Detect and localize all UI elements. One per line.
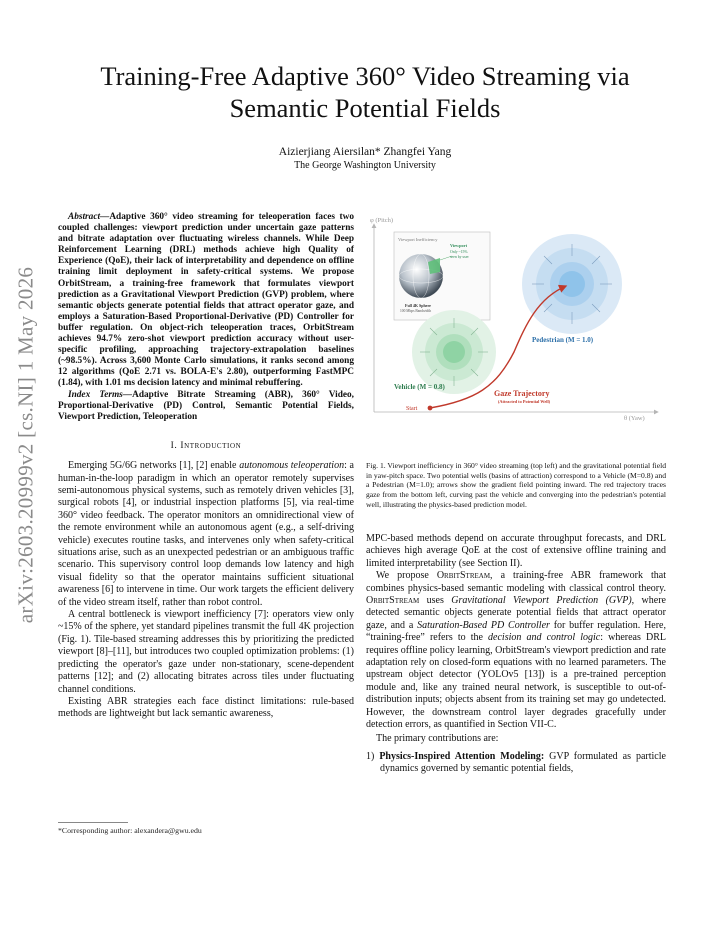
start-label: Start <box>406 406 418 412</box>
rp2-em1: Gravitational Viewport Prediction (GVP) <box>451 595 632 607</box>
title-line-1: Training-Free Adaptive 360° Video Streaming via <box>100 61 630 91</box>
intro-p1-b: : a human-in-the-loop paradigm in which an operator remotely supervises semi-autonomous physical systems, such as remotely driven vehicles [3], surgical robots [4], or industrial inspection platforms [5], via real-time 360° video feedback. The operator monitors an omnidirectional view of the remote environment while an autonomous agent (e.g., a self-driving vehicle) executes routine tasks, and intervenes only when safety-critical situations arise, such as an unexpected pedestrian or an ambiguous traffic scenario. This supervisory control loop demands low latency and high visual fidelity so that the operator maintains sufficient situational awareness [6] to intervene in time. Our work targets the efficient delivery of the video stream itself, rather than robot control. <box>58 460 354 608</box>
figure-1 <box>366 212 666 450</box>
authors: Aizierjiang Aiersilan* Zhangfei Yang <box>278 146 452 158</box>
abstract-text: Adaptive 360° video streaming for teleoperation faces two coupled challenges: viewport prediction under uncertain gaze patterns and bitrate adaptation over fluctuating wireless channels. While Deep Reinforcement Learning (DRL) methods achieve high Quality of Experience (QoE), their lack of interpretability and dependence on offline training limit deployment in safety-critical systems. We propose OrbitStream, a training-free framework that formulates viewport prediction as a Gravitational Viewport Prediction (GVP) problem, where semantic objects generate potential fields that attract operator gaze, and employs a Saturation-Based Proportional-Derivative (PD) Controller for buffer regulation. On object-rich teleoperation traces, OrbitStream achieves 94.7% zero-shot viewport prediction accuracy without user-specific profiling, approaching trajectory-extrapolation baselines (~98.5%). Across 3,600 Monte Carlo simulations, it ranks second among 12 algorithms (QoE 2.71 vs. BOLA-E's 2.80), outperforming FastMPC (1.84), with 1.01 ms decision latency and minimal rebuffering. <box>58 212 354 389</box>
viewport-sub2: seen by user <box>450 255 469 259</box>
trajectory-start-dot <box>428 406 433 411</box>
rp2-e: for buffer regulation. Here, “training-free” refers to the <box>366 619 666 644</box>
title-line-2: Semantic Potential Fields <box>229 93 501 123</box>
rp2-c: uses <box>419 595 452 607</box>
trajectory-label: Gaze Trajectory <box>494 389 550 398</box>
abstract-label: Abstract— <box>68 212 110 222</box>
right-paragraph-1: MPC-based methods depend on accurate throughput forecasts, and DRL achieves high average QoE at the cost of extensive offline training and limited interpretability (see Section II). <box>366 533 666 569</box>
arxiv-id-text: arXiv:2603.20999v2 [cs.NI] 1 May 2026 <box>13 266 38 624</box>
pedestrian-well <box>522 234 622 334</box>
contribution-1 <box>366 751 666 776</box>
right-column <box>366 533 666 776</box>
viewport-sub1: Only ~15% <box>450 250 468 254</box>
arxiv-watermark <box>14 210 38 680</box>
x-axis-label: θ (Yaw) <box>624 415 645 422</box>
intro-paragraph-1 <box>58 460 354 609</box>
rp2-b: , a training-free ABR framework that combines physics-based semantic modeling with classical control theory. <box>366 570 666 594</box>
right-paragraph-3: The primary contributions are: <box>376 732 499 744</box>
rp2-a: We propose <box>376 570 437 582</box>
rp2-d: , where detected semantic objects generate potential fields that attract operator gaze, and a <box>366 595 666 631</box>
paper-title <box>60 60 670 124</box>
rp2-name: OrbitStream <box>436 570 491 582</box>
intro-paragraph-3: Existing ABR strategies each face distinct limitations: rule-based methods are lightweight but lack semantic awareness, <box>58 695 354 720</box>
intro-paragraph-2: A central bottleneck is viewport inefficiency [7]: operators view only ~15% of the sphere, yet standard pipelines transmit the full 4K projection (Fig. 1). Tile-based streaming addresses this by prioritizing the predicted viewport [8]–[11], but introduces two coupled optimization problems: (1) predicting the operator's gaze under non-stationary, scene-dependent patterns [12]; and (2) allocating bitrates across tiles under fluctuating channel conditions. <box>58 609 354 695</box>
inset-title: Viewport Inefficiency <box>398 237 438 242</box>
left-column <box>58 212 354 721</box>
figure-1-svg <box>366 212 666 450</box>
trajectory-sub: (Attracted to Potential Well) <box>498 399 551 404</box>
footnote-rule <box>58 822 128 823</box>
c1-bold: Physics-Inspired Attention Modeling: <box>379 750 545 762</box>
rp2-em2: Saturation-Based PD Controller <box>417 619 550 631</box>
viewport-label: Viewport <box>450 243 468 248</box>
y-axis-label: φ (Pitch) <box>370 217 394 224</box>
footnote: *Corresponding author: alexandera@gwu.edu <box>58 826 202 835</box>
c1-text: GVP formulated as particle dynamics governed by semantic potential fields, <box>380 750 666 775</box>
rp2-em3: decision and control logic <box>488 632 601 644</box>
pedestrian-label: Pedestrian (M = 1.0) <box>532 336 594 344</box>
intro-p1-emphasis: autonomous teleoperation <box>239 460 345 472</box>
abstract <box>58 212 354 390</box>
figure-1-caption: Fig. 1. Viewport inefficiency in 360° video streaming (top left) and the gravitational potential field in yaw-pitch space. Two potential wells (basins of attraction) correspond to a Vehicle (M=0.8) and a Pedestrian (M=1.0); arrows show the gradient field pointing inward. The red trajectory traces gaze from the bottom left, curving past the vehicle and converging into the pedestrian's potential well, illustrating the physics-based prediction model. <box>366 461 666 509</box>
sphere-label: Full 4K Sphere <box>405 303 431 308</box>
index-terms-label: Index Terms— <box>68 389 133 400</box>
index-terms <box>58 390 354 423</box>
c1-num: 1) <box>366 750 380 762</box>
index-terms-text: Adaptive Bitrate Streaming (ABR), 360° Video, Proportional-Derivative (PD) Control, Semantic Potential Fields, Viewport Prediction, Teleoperation <box>58 389 354 422</box>
rp2-f: : whereas DRL requires offline policy learning, OrbitStream's viewport prediction and rate adaptation rely on closed-form equations with no learned parameters. The upstream object detector (YOLOv5 [13]) is a pre-trained perception module and, like any trained neural network, is susceptible to out-of-distribution inputs; objects absent from its training set may go undetected. However, the downstream control layer degrades gracefully under detection errors, as quantified in Section VII-C. <box>366 632 666 731</box>
right-paragraph-2 <box>366 570 666 731</box>
vehicle-label: Vehicle (M = 0.8) <box>394 383 445 391</box>
rp2-name2: OrbitStream <box>366 595 420 607</box>
section-heading-introduction: I. Introduction <box>170 440 242 451</box>
sphere-sub: 100 Mbps Bandwidth <box>400 309 432 313</box>
vehicle-well <box>412 310 496 394</box>
intro-p1-a: Emerging 5G/6G networks [1], [2] enable <box>68 460 240 472</box>
affiliation: The George Washington University <box>294 160 436 171</box>
